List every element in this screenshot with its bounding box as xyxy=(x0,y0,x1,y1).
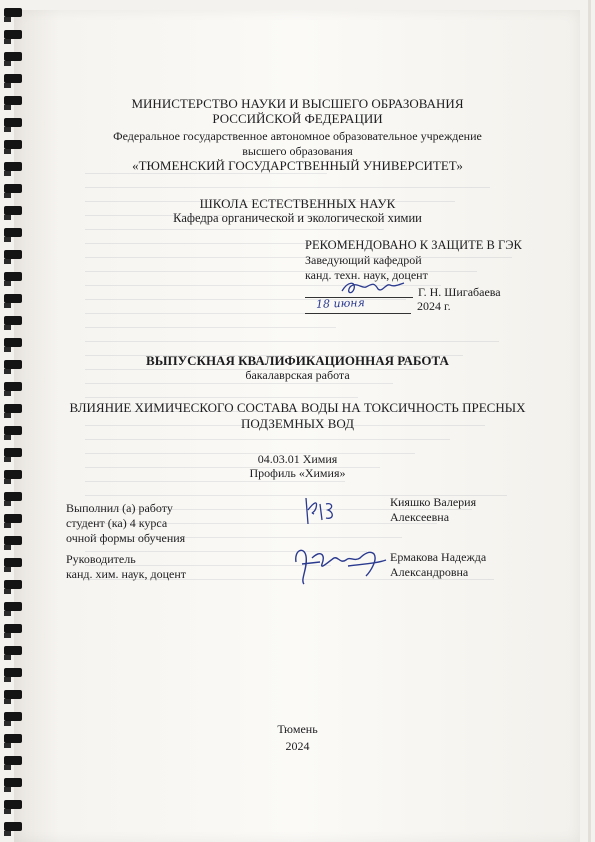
program-code: 04.03.01 Химия xyxy=(257,452,338,466)
binding-ring xyxy=(4,690,22,699)
bleed-through-line xyxy=(85,397,358,398)
bleed-through-line xyxy=(85,439,450,440)
supervisor-name-2: Александровна xyxy=(390,565,469,579)
approval-date-handwritten: 18 июня xyxy=(315,296,366,311)
approval-year: 2024 г. xyxy=(417,299,451,313)
student-name-1: Кияшко Валерия xyxy=(390,495,477,509)
bleed-through-line xyxy=(85,327,336,328)
bleed-through-line xyxy=(85,383,393,384)
binding-ring xyxy=(4,756,22,765)
approval-degree: канд. техн. наук, доцент xyxy=(305,268,428,282)
binding-ring xyxy=(4,8,22,17)
student-label-2: студент (ка) 4 курса xyxy=(66,516,168,530)
binding-ring xyxy=(4,800,22,809)
federal-line-1: Федеральное государственное автономное образовательное учреждение xyxy=(113,129,482,143)
approval-role: Заведующий кафедрой xyxy=(305,253,422,267)
binding-ring xyxy=(4,250,22,259)
binding-ring xyxy=(4,602,22,611)
student-name-block xyxy=(390,495,476,525)
supervisor-name-block xyxy=(390,550,486,580)
ministry-heading xyxy=(0,96,595,126)
work-subtype: бакалаврская работа xyxy=(245,368,350,382)
ministry-line-1: МИНИСТЕРСТВО НАУКИ И ВЫСШЕГО ОБРАЗОВАНИЯ xyxy=(131,96,464,111)
year: 2024 xyxy=(285,739,310,753)
student-label-1: Выполнил (а) работу xyxy=(66,501,173,515)
department-name: Кафедра органической и экологической химии xyxy=(173,211,422,225)
binding-ring xyxy=(4,52,22,61)
binding-ring xyxy=(4,228,22,237)
approval-signer: Г. Н. Шигабаева xyxy=(418,285,501,299)
binding-ring xyxy=(4,316,22,325)
bleed-through-line xyxy=(85,229,384,230)
binding-ring xyxy=(4,580,22,589)
binding-ring xyxy=(4,382,22,391)
supervisor-name-1: Ермакова Надежда xyxy=(390,550,487,564)
program-profile: Профиль «Химия» xyxy=(249,466,346,480)
supervisor-label-1: Руководитель xyxy=(66,552,136,566)
university-name: «ТЮМЕНСКИЙ ГОСУДАРСТВЕННЫЙ УНИВЕРСИТЕТ» xyxy=(132,158,463,173)
binding-ring xyxy=(4,514,22,523)
binding-ring xyxy=(4,822,22,831)
thesis-title xyxy=(0,400,595,432)
binding-ring xyxy=(4,294,22,303)
bleed-through-line xyxy=(85,187,490,188)
binding-ring xyxy=(4,492,22,501)
binding-ring xyxy=(4,646,22,655)
bleed-through-line xyxy=(85,481,345,482)
binding-ring xyxy=(4,184,22,193)
binding-ring xyxy=(4,74,22,83)
binding-ring xyxy=(4,624,22,633)
binding-ring xyxy=(4,536,22,545)
city: Тюмень xyxy=(277,722,318,736)
binding-ring xyxy=(4,712,22,721)
student-signature-graphic xyxy=(300,494,340,534)
approval-heading: РЕКОМЕНДОВАНО К ЗАЩИТЕ В ГЭК xyxy=(305,238,522,252)
binding-ring xyxy=(4,558,22,567)
binding-ring xyxy=(4,30,22,39)
federal-line-2: высшего образования xyxy=(242,144,353,158)
supervisor-label-block xyxy=(66,552,186,582)
ministry-line-2: РОССИЙСКОЙ ФЕДЕРАЦИИ xyxy=(212,111,383,126)
approval-block xyxy=(305,238,522,283)
binding-ring xyxy=(4,338,22,347)
binding-ring xyxy=(4,778,22,787)
student-name-2: Алексеевна xyxy=(390,510,450,524)
bleed-through-line xyxy=(85,173,327,174)
thesis-title-line-1: ВЛИЯНИЕ ХИМИЧЕСКОГО СОСТАВА ВОДЫ НА ТОКСИЧНОСТЬ ПРЕСНЫХ xyxy=(69,400,526,415)
bleed-through-line xyxy=(85,341,499,342)
binding-ring xyxy=(4,272,22,281)
thesis-title-line-2: ПОДЗЕМНЫХ ВОД xyxy=(241,416,354,431)
student-label-3: очной формы обучения xyxy=(66,531,186,545)
institution-type xyxy=(0,129,595,159)
supervisor-signature-graphic xyxy=(290,540,390,590)
supervisor-label-2: канд. хим. наук, доцент xyxy=(66,567,187,581)
binding-ring xyxy=(4,668,22,677)
student-label-block xyxy=(66,501,185,546)
work-type: ВЫПУСКНАЯ КВАЛИФИКАЦИОННАЯ РАБОТА xyxy=(146,353,449,368)
school-name: ШКОЛА ЕСТЕСТВЕННЫХ НАУК xyxy=(199,196,396,211)
